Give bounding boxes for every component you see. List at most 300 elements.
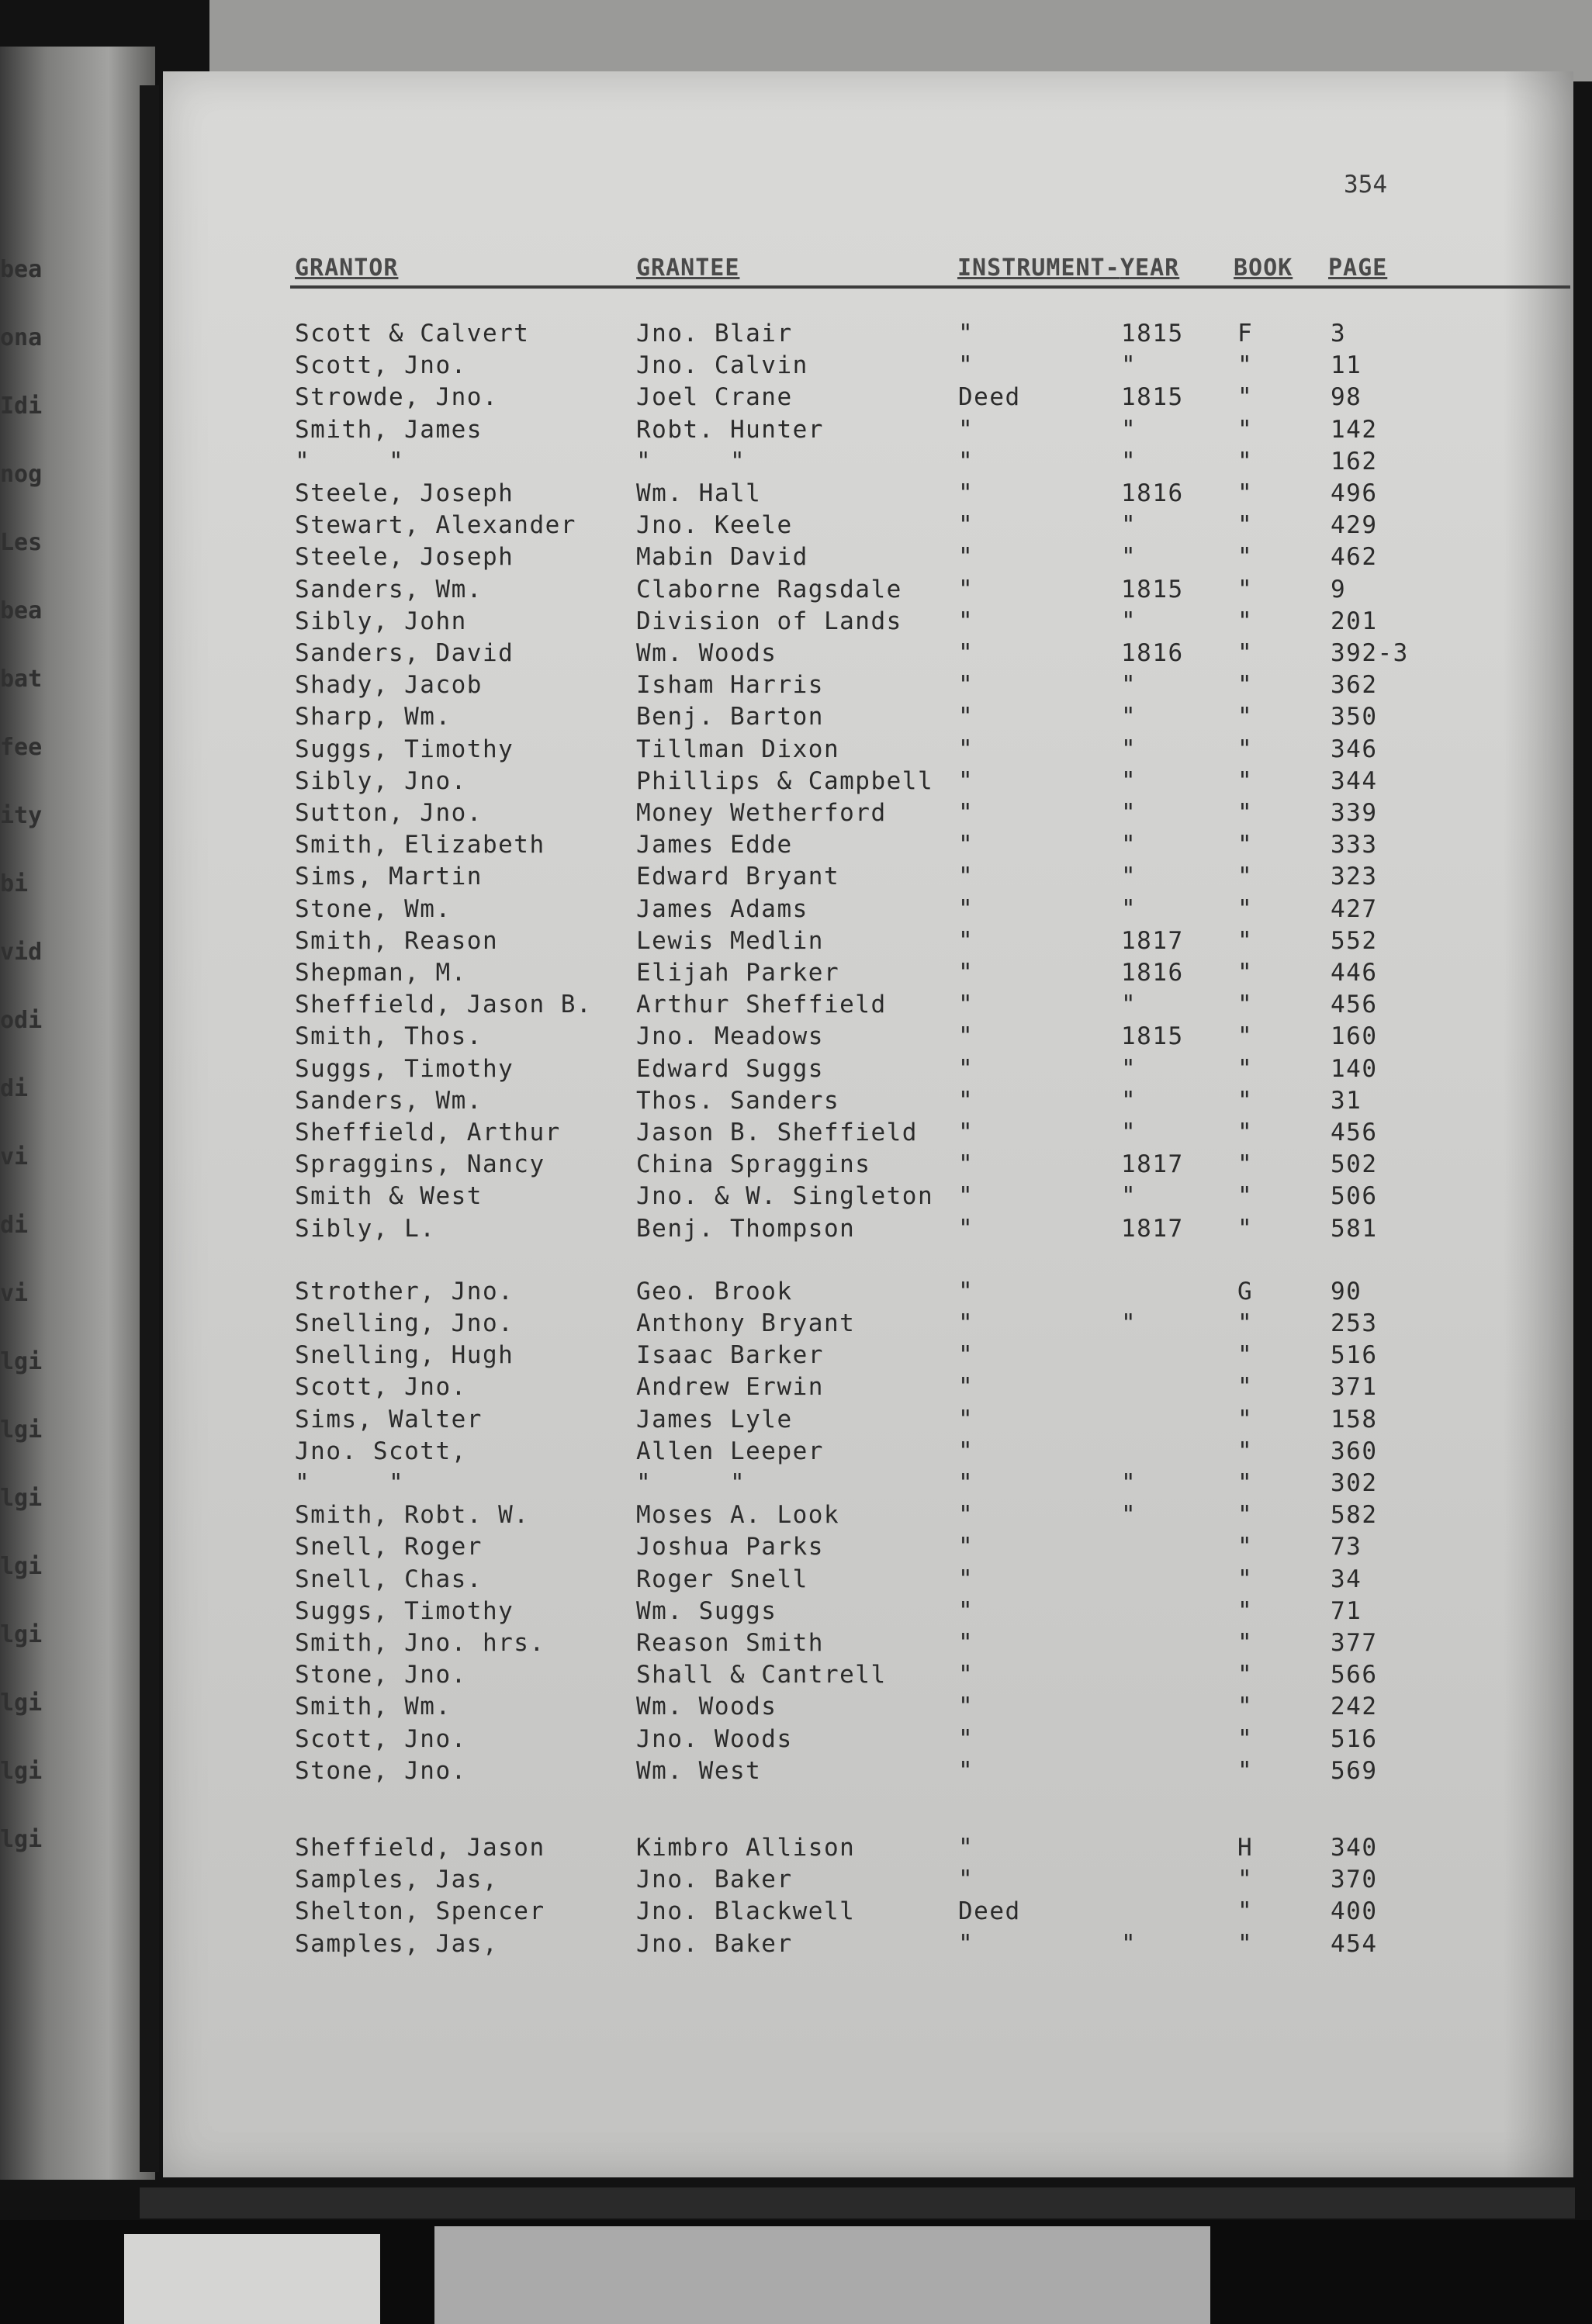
entry-grantee: Wm. Hall	[636, 479, 762, 507]
margin-fragment: vi	[0, 1143, 29, 1171]
deed-entry-row	[163, 1533, 1573, 1565]
entry-page-ref: 11	[1331, 351, 1362, 379]
bottom-light-area	[124, 2234, 380, 2324]
entry-grantee: Andrew Erwin	[636, 1373, 824, 1401]
entry-grantee: " "	[636, 448, 746, 476]
entry-book: "	[1237, 543, 1254, 571]
entry-grantor: Jno. Scott,	[295, 1437, 467, 1465]
deed-entry-row	[163, 1930, 1573, 1963]
entry-book: "	[1237, 639, 1254, 667]
entry-instrument: "	[958, 1533, 974, 1561]
entry-instrument: "	[958, 991, 974, 1018]
entry-instrument: "	[958, 1866, 974, 1893]
entry-grantor: Sanders, Wm.	[295, 576, 483, 603]
entry-page-ref: 454	[1331, 1930, 1378, 1958]
margin-fragment: vid	[0, 939, 43, 966]
entry-page-ref: 392-3	[1331, 639, 1409, 667]
deed-entry-row	[163, 767, 1573, 800]
entry-book: "	[1237, 1469, 1254, 1497]
entry-grantor: " "	[295, 1469, 405, 1497]
entry-instrument: "	[958, 1150, 974, 1178]
entry-grantor: Samples, Jas,	[295, 1930, 499, 1958]
entry-book: "	[1237, 1597, 1254, 1625]
header-year: YEAR	[1120, 254, 1180, 282]
entry-grantor: Shady, Jacob	[295, 671, 483, 699]
entry-page-ref: 446	[1331, 959, 1378, 987]
entry-instrument: "	[958, 1501, 974, 1529]
entry-grantee: Shall & Cantrell	[636, 1661, 887, 1689]
deed-entry-row	[163, 1629, 1573, 1662]
deed-entry-row	[163, 1725, 1573, 1758]
entry-instrument: "	[958, 1725, 974, 1753]
entry-grantee: China Spraggins	[636, 1150, 871, 1178]
entry-grantee: Wm. Suggs	[636, 1597, 777, 1625]
entry-grantee: Geo. Brook	[636, 1278, 793, 1306]
entry-year: "	[1121, 448, 1137, 476]
entry-instrument: "	[958, 767, 974, 795]
entry-grantee: Allen Leeper	[636, 1437, 824, 1465]
entry-grantor: Smith, Reason	[295, 927, 499, 955]
deed-entry-row	[163, 1215, 1573, 1247]
entry-grantor: Smith, Thos.	[295, 1022, 483, 1050]
entry-page-ref: 31	[1331, 1087, 1362, 1115]
entry-instrument: "	[958, 1834, 974, 1862]
entry-instrument: "	[958, 1661, 974, 1689]
deed-entry-row	[163, 511, 1573, 544]
margin-fragment: lgi	[0, 1621, 43, 1648]
entry-year: "	[1121, 607, 1137, 635]
entry-year: "	[1121, 1087, 1137, 1115]
entry-grantee: Isaac Barker	[636, 1341, 824, 1369]
entry-grantee: Division of Lands	[636, 607, 902, 635]
entry-grantee: Claborne Ragsdale	[636, 576, 902, 603]
entry-book: "	[1237, 927, 1254, 955]
entry-grantee: Jno. Baker	[636, 1866, 793, 1893]
entry-page-ref: 569	[1331, 1757, 1378, 1785]
entry-grantor: Steele, Joseph	[295, 543, 514, 571]
entry-instrument: "	[958, 320, 974, 348]
deed-entry-row	[163, 1897, 1573, 1930]
entry-grantee: Moses A. Look	[636, 1501, 840, 1529]
entry-page-ref: 370	[1331, 1866, 1378, 1893]
entry-page-ref: 201	[1331, 607, 1378, 635]
margin-fragment: vi	[0, 1280, 29, 1307]
entry-year: "	[1121, 831, 1137, 859]
deed-entry-row	[163, 1757, 1573, 1790]
entry-grantor: Sibly, Jno.	[295, 767, 467, 795]
margin-fragment: fee	[0, 734, 43, 761]
deed-entry-row	[163, 735, 1573, 768]
entry-grantee: Roger Snell	[636, 1565, 808, 1593]
entry-grantor: Sheffield, Jason	[295, 1834, 545, 1862]
column-header-row	[290, 254, 1570, 295]
entry-page-ref: 333	[1331, 831, 1378, 859]
deed-entry-row	[163, 959, 1573, 991]
entry-book: "	[1237, 1406, 1254, 1433]
deed-entry-row	[163, 703, 1573, 735]
entry-page-ref: 9	[1331, 576, 1347, 603]
margin-fragment: di	[0, 1212, 29, 1239]
entry-book: "	[1237, 831, 1254, 859]
entry-book: "	[1237, 1661, 1254, 1689]
entry-year: 1817	[1121, 927, 1184, 955]
deed-entry-row	[163, 543, 1573, 576]
entry-grantee: Lewis Medlin	[636, 927, 824, 955]
page-number: 354	[1344, 171, 1387, 199]
deed-entry-row	[163, 863, 1573, 895]
entry-instrument: "	[958, 448, 974, 476]
entry-grantee: James Edde	[636, 831, 793, 859]
entry-grantee: Benj. Barton	[636, 703, 824, 731]
entry-grantee: Edward Suggs	[636, 1055, 824, 1083]
binding-shadow	[140, 85, 159, 2172]
entry-instrument: Deed	[958, 383, 1021, 411]
entry-grantor: Shelton, Spencer	[295, 1897, 545, 1925]
entry-page-ref: 90	[1331, 1278, 1362, 1306]
entry-book: "	[1237, 799, 1254, 827]
entry-instrument: "	[958, 511, 974, 539]
header-page: PAGE	[1328, 254, 1388, 282]
entry-book: "	[1237, 1055, 1254, 1083]
entry-page-ref: 160	[1331, 1022, 1378, 1050]
entry-book: "	[1237, 1693, 1254, 1721]
entry-year: 1817	[1121, 1150, 1184, 1178]
margin-fragment: ona	[0, 324, 43, 351]
entry-instrument: "	[958, 703, 974, 731]
margin-fragment: Les	[0, 529, 43, 556]
entry-instrument: "	[958, 1373, 974, 1401]
entry-book: "	[1237, 767, 1254, 795]
entry-instrument: "	[958, 1055, 974, 1083]
entry-grantor: Sims, Martin	[295, 863, 483, 891]
deed-entry-row	[163, 1373, 1573, 1406]
entry-book: "	[1237, 1930, 1254, 1958]
entry-grantee: Reason Smith	[636, 1629, 824, 1657]
entry-instrument: "	[958, 1087, 974, 1115]
entry-year: 1817	[1121, 1215, 1184, 1243]
entry-grantor: Snell, Chas.	[295, 1565, 483, 1593]
entry-grantee: Money Wetherford	[636, 799, 887, 827]
entry-page-ref: 400	[1331, 1897, 1378, 1925]
entry-grantor: Strowde, Jno.	[295, 383, 499, 411]
entry-year: "	[1121, 703, 1137, 731]
entry-book: "	[1237, 1725, 1254, 1753]
entry-page-ref: 346	[1331, 735, 1378, 763]
entry-year: "	[1121, 863, 1137, 891]
entry-grantor: Snelling, Jno.	[295, 1309, 514, 1337]
entry-year: "	[1121, 991, 1137, 1018]
entry-book: "	[1237, 1182, 1254, 1210]
deed-entry-row	[163, 1309, 1573, 1342]
deed-entry-row	[163, 1866, 1573, 1898]
entry-instrument: "	[958, 576, 974, 603]
entry-book: "	[1237, 1757, 1254, 1785]
entry-grantor: Stone, Jno.	[295, 1661, 467, 1689]
entry-grantee: Elijah Parker	[636, 959, 840, 987]
entry-grantee: Jno. & W. Singleton	[636, 1182, 934, 1210]
entry-year: "	[1121, 1055, 1137, 1083]
entry-book: "	[1237, 1629, 1254, 1657]
entry-page-ref: 73	[1331, 1533, 1362, 1561]
entry-instrument: "	[958, 1597, 974, 1625]
entry-book: "	[1237, 895, 1254, 923]
entry-page-ref: 496	[1331, 479, 1378, 507]
entry-page-ref: 427	[1331, 895, 1378, 923]
entry-book: "	[1237, 1087, 1254, 1115]
entry-year: "	[1121, 416, 1137, 444]
entry-instrument: "	[958, 1437, 974, 1465]
entry-instrument: "	[958, 1406, 974, 1433]
deed-entry-row	[163, 1597, 1573, 1630]
entry-page-ref: 350	[1331, 703, 1378, 731]
entry-page-ref: 142	[1331, 416, 1378, 444]
entry-book: "	[1237, 576, 1254, 603]
document-page	[163, 71, 1573, 2177]
margin-fragment: bea	[0, 256, 43, 283]
entry-grantor: Strother, Jno.	[295, 1278, 514, 1306]
entry-instrument: "	[958, 1930, 974, 1958]
margin-fragment: lgi	[0, 1689, 43, 1717]
entry-grantee: Jno. Blair	[636, 320, 793, 348]
entry-book: "	[1237, 703, 1254, 731]
entry-grantee: Jno. Calvin	[636, 351, 808, 379]
entry-page-ref: 566	[1331, 1661, 1378, 1689]
entry-year: 1815	[1121, 383, 1184, 411]
entry-grantee: Kimbro Allison	[636, 1834, 856, 1862]
margin-fragment: lgi	[0, 1758, 43, 1785]
entry-page-ref: 162	[1331, 448, 1378, 476]
entry-year: "	[1121, 1119, 1137, 1146]
header-instrument: INSTRUMENT-	[957, 254, 1120, 282]
deed-entry-row	[163, 1087, 1573, 1119]
entry-page-ref: 516	[1331, 1341, 1378, 1369]
entry-grantee: James Adams	[636, 895, 808, 923]
entry-year: "	[1121, 351, 1137, 379]
entry-instrument: "	[958, 895, 974, 923]
entry-instrument: "	[958, 799, 974, 827]
entry-grantee: Jno. Blackwell	[636, 1897, 856, 1925]
deed-entry-row	[163, 383, 1573, 416]
margin-fragment: odi	[0, 1007, 43, 1034]
entry-page-ref: 98	[1331, 383, 1362, 411]
entry-page-ref: 253	[1331, 1309, 1378, 1337]
entry-instrument: "	[958, 1309, 974, 1337]
entry-book: "	[1237, 1309, 1254, 1337]
deed-entry-row	[163, 1834, 1573, 1866]
entry-grantee: Tillman Dixon	[636, 735, 840, 763]
deed-entry-row	[163, 1022, 1573, 1055]
entry-year: "	[1121, 511, 1137, 539]
entry-grantor: Sanders, Wm.	[295, 1087, 483, 1115]
deed-entry-row	[163, 320, 1573, 352]
entry-grantor: Sutton, Jno.	[295, 799, 483, 827]
entry-book: "	[1237, 1341, 1254, 1369]
entry-year: 1816	[1121, 959, 1184, 987]
entry-book: "	[1237, 511, 1254, 539]
entry-grantee: Mabin David	[636, 543, 808, 571]
entry-grantor: Samples, Jas,	[295, 1866, 499, 1893]
page-bottom-edge	[140, 2187, 1575, 2219]
entry-book: "	[1237, 863, 1254, 891]
margin-fragment: lgi	[0, 1826, 43, 1853]
entry-page-ref: 456	[1331, 991, 1378, 1018]
deed-entry-row	[163, 895, 1573, 928]
entry-page-ref: 462	[1331, 543, 1378, 571]
deed-entry-row	[163, 448, 1573, 480]
entry-grantor: Smith, Wm.	[295, 1693, 452, 1721]
entry-page-ref: 158	[1331, 1406, 1378, 1433]
deed-entry-row	[163, 671, 1573, 704]
entry-year: "	[1121, 735, 1137, 763]
entry-page-ref: 34	[1331, 1565, 1362, 1593]
entry-page-ref: 140	[1331, 1055, 1378, 1083]
entry-instrument: "	[958, 1022, 974, 1050]
deed-entry-row	[163, 1182, 1573, 1215]
deed-entry-row	[163, 1501, 1573, 1534]
scan-top-background	[209, 0, 1592, 81]
entry-page-ref: 371	[1331, 1373, 1378, 1401]
margin-fragment: bi	[0, 870, 29, 897]
entry-page-ref: 506	[1331, 1182, 1378, 1210]
entry-grantor: " "	[295, 448, 405, 476]
entry-grantor: Stewart, Alexander	[295, 511, 576, 539]
entry-grantee: Arthur Sheffield	[636, 991, 887, 1018]
entry-page-ref: 429	[1331, 511, 1378, 539]
entry-instrument: "	[958, 1469, 974, 1497]
entry-grantee: Edward Bryant	[636, 863, 840, 891]
entry-instrument: "	[958, 1565, 974, 1593]
entry-book: "	[1237, 991, 1254, 1018]
entry-year: "	[1121, 671, 1137, 699]
entry-book: "	[1237, 1501, 1254, 1529]
entry-book: "	[1237, 959, 1254, 987]
entry-instrument: Deed	[958, 1897, 1021, 1925]
entry-year: "	[1121, 1501, 1137, 1529]
entry-year: 1815	[1121, 576, 1184, 603]
margin-fragment: Idi	[0, 393, 43, 420]
entry-instrument: "	[958, 1182, 974, 1210]
entry-book: "	[1237, 671, 1254, 699]
entry-grantor: Scott & Calvert	[295, 320, 530, 348]
header-grantee: GRANTEE	[636, 254, 740, 282]
entry-book: "	[1237, 351, 1254, 379]
entry-grantor: Spraggins, Nancy	[295, 1150, 545, 1178]
entry-instrument: "	[958, 416, 974, 444]
entry-instrument: "	[958, 1341, 974, 1369]
entry-book: "	[1237, 448, 1254, 476]
entry-grantee: Jason B. Sheffield	[636, 1119, 918, 1146]
deed-entry-row	[163, 1693, 1573, 1725]
entry-grantee: Wm. West	[636, 1757, 762, 1785]
entry-grantee: Isham Harris	[636, 671, 824, 699]
entry-book: "	[1237, 1437, 1254, 1465]
entry-grantee: Joshua Parks	[636, 1533, 824, 1561]
entry-instrument: "	[958, 607, 974, 635]
entry-year: "	[1121, 1182, 1137, 1210]
deed-entry-row	[163, 1055, 1573, 1088]
entry-page-ref: 552	[1331, 927, 1378, 955]
entry-book: "	[1237, 607, 1254, 635]
entry-grantee: James Lyle	[636, 1406, 793, 1433]
entry-grantee: Wm. Woods	[636, 639, 777, 667]
margin-fragment: ity	[0, 802, 43, 829]
entry-book: "	[1237, 1150, 1254, 1178]
entry-grantor: Shepman, M.	[295, 959, 467, 987]
deed-entry-row	[163, 576, 1573, 608]
margin-fragment: lgi	[0, 1553, 43, 1580]
entry-instrument: "	[958, 351, 974, 379]
entry-year: "	[1121, 1469, 1137, 1497]
deed-entry-row	[163, 1119, 1573, 1151]
entry-page-ref: 581	[1331, 1215, 1378, 1243]
entry-grantor: Sheffield, Arthur	[295, 1119, 561, 1146]
entry-book: "	[1237, 416, 1254, 444]
entry-book: H	[1237, 1834, 1254, 1862]
entry-book: "	[1237, 1866, 1254, 1893]
entry-year: 1815	[1121, 320, 1184, 348]
entry-book: "	[1237, 1215, 1254, 1243]
entry-grantee: Thos. Sanders	[636, 1087, 840, 1115]
entry-grantor: Smith, Robt. W.	[295, 1501, 530, 1529]
deed-entry-row	[163, 1406, 1573, 1438]
entry-grantor: Sanders, David	[295, 639, 514, 667]
entry-grantor: Sibly, John	[295, 607, 467, 635]
entry-grantee: Jno. Baker	[636, 1930, 793, 1958]
deed-entry-row	[163, 927, 1573, 960]
entry-book: "	[1237, 1897, 1254, 1925]
entry-year: "	[1121, 1930, 1137, 1958]
deed-entry-row	[163, 479, 1573, 512]
deed-entry-row	[163, 991, 1573, 1023]
entry-page-ref: 360	[1331, 1437, 1378, 1465]
margin-fragment: nog	[0, 461, 43, 488]
entry-page-ref: 377	[1331, 1629, 1378, 1657]
header-rule	[290, 285, 1570, 289]
entry-grantee: Robt. Hunter	[636, 416, 824, 444]
margin-fragment: bea	[0, 597, 43, 624]
entry-page-ref: 516	[1331, 1725, 1378, 1753]
deed-entry-row	[163, 639, 1573, 672]
deed-entry-row	[163, 1565, 1573, 1598]
entry-book: "	[1237, 1565, 1254, 1593]
entry-year: "	[1121, 1309, 1137, 1337]
deed-entry-row	[163, 831, 1573, 863]
entry-grantor: Smith & West	[295, 1182, 483, 1210]
entry-grantor: Smith, Elizabeth	[295, 831, 545, 859]
entry-page-ref: 339	[1331, 799, 1378, 827]
entry-instrument: "	[958, 959, 974, 987]
entry-instrument: "	[958, 1215, 974, 1243]
entry-instrument: "	[958, 1757, 974, 1785]
entry-instrument: "	[958, 1693, 974, 1721]
deed-entry-row	[163, 1150, 1573, 1183]
margin-fragment: di	[0, 1075, 29, 1102]
entry-grantor: Sims, Walter	[295, 1406, 483, 1433]
entry-year: "	[1121, 543, 1137, 571]
entry-grantor: Sheffield, Jason B.	[295, 991, 593, 1018]
entry-book: "	[1237, 1119, 1254, 1146]
entry-book: "	[1237, 1373, 1254, 1401]
entry-page-ref: 582	[1331, 1501, 1378, 1529]
deed-entry-row	[163, 351, 1573, 384]
bottom-grey-area	[434, 2226, 1210, 2324]
entry-page-ref: 340	[1331, 1834, 1378, 1862]
entry-page-ref: 502	[1331, 1150, 1378, 1178]
entry-instrument: "	[958, 927, 974, 955]
entry-instrument: "	[958, 1278, 974, 1306]
header-book: BOOK	[1234, 254, 1293, 282]
entry-book: "	[1237, 479, 1254, 507]
